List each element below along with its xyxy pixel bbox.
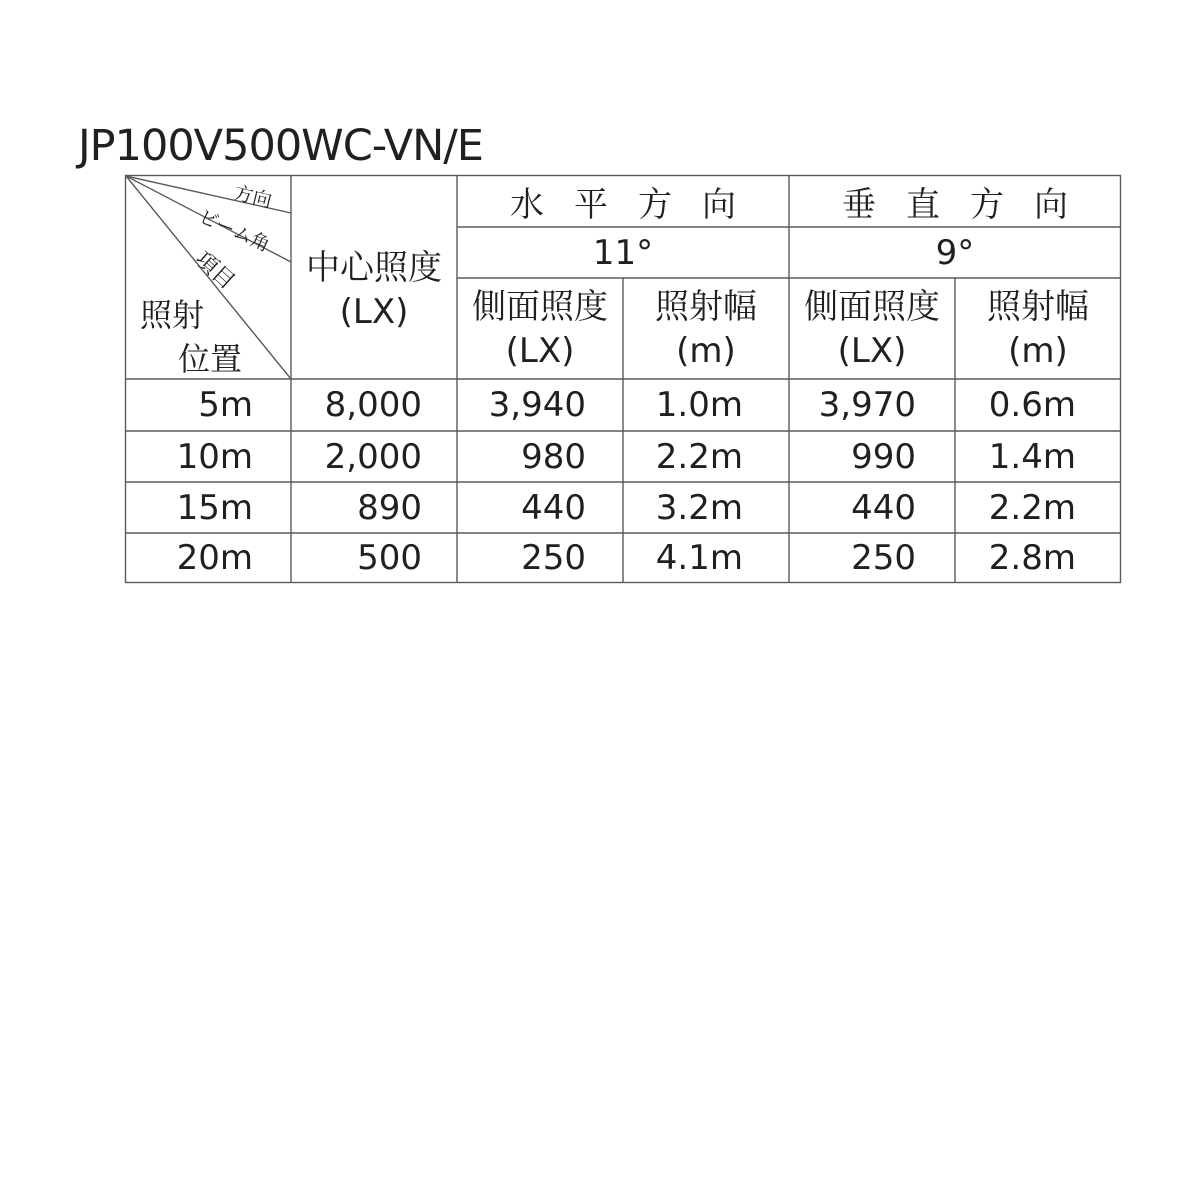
vertical-beam-angle: 9° xyxy=(935,232,975,273)
v-side-illuminance-cell: 250 xyxy=(851,538,916,578)
corner-position-line1: 照射 xyxy=(140,296,205,334)
v-side-illuminance-cell: 990 xyxy=(851,436,916,477)
v-width-cell: 0.6m xyxy=(988,385,1076,425)
horizontal-side-illuminance-header xyxy=(457,278,623,379)
side-illuminance-unit: (LX) xyxy=(837,330,907,371)
product-code-title: JP100V500WC-VN/E xyxy=(78,121,483,171)
h-width-cell: 2.2m xyxy=(655,436,743,477)
center-illuminance-cell: 890 xyxy=(357,487,422,528)
center-illuminance-unit: (LX) xyxy=(339,292,409,332)
corner-direction-label: 方向 xyxy=(231,181,274,213)
h-side-illuminance-cell: 980 xyxy=(521,436,586,477)
width-label: 照射幅 xyxy=(655,286,757,327)
center-illuminance-label: 中心照度 xyxy=(306,248,442,288)
position-cell: 5m xyxy=(198,385,253,425)
h-side-illuminance-cell: 440 xyxy=(521,487,586,528)
side-illuminance-label: 側面照度 xyxy=(804,286,940,327)
v-width-cell: 1.4m xyxy=(988,436,1076,477)
v-width-cell: 2.2m xyxy=(988,487,1076,528)
h-width-cell: 3.2m xyxy=(655,487,743,528)
side-illuminance-unit: (LX) xyxy=(505,330,575,371)
corner-item-label: 項目 xyxy=(189,246,240,295)
width-label: 照射幅 xyxy=(987,286,1089,327)
h-width-cell: 1.0m xyxy=(655,385,743,425)
side-illuminance-label: 側面照度 xyxy=(472,286,608,327)
horizontal-width-header xyxy=(623,278,789,379)
center-illuminance-cell: 8,000 xyxy=(324,385,422,425)
v-side-illuminance-cell: 3,970 xyxy=(818,385,916,425)
center-illuminance-cell: 500 xyxy=(357,538,422,578)
center-illuminance-header xyxy=(291,230,457,350)
horizontal-beam-angle: 11° xyxy=(592,232,654,273)
vertical-direction-header: 垂直方向 xyxy=(842,184,1098,225)
corner-position-line2: 位置 xyxy=(178,340,243,378)
position-cell: 20m xyxy=(176,538,253,578)
v-width-cell: 2.8m xyxy=(988,538,1076,578)
vertical-side-illuminance-header xyxy=(789,278,955,379)
width-unit: (m) xyxy=(1008,330,1068,371)
h-side-illuminance-cell: 250 xyxy=(521,538,586,578)
center-illuminance-cell: 2,000 xyxy=(324,436,422,477)
v-side-illuminance-cell: 440 xyxy=(851,487,916,528)
width-unit: (m) xyxy=(676,330,736,371)
h-width-cell: 4.1m xyxy=(655,538,743,578)
corner-beam-angle-label: ビーム角 xyxy=(195,205,274,257)
position-cell: 10m xyxy=(176,436,253,477)
vertical-width-header xyxy=(955,278,1121,379)
horizontal-direction-header: 水平方向 xyxy=(510,184,766,225)
position-cell: 15m xyxy=(176,487,253,528)
h-side-illuminance-cell: 3,940 xyxy=(488,385,586,425)
